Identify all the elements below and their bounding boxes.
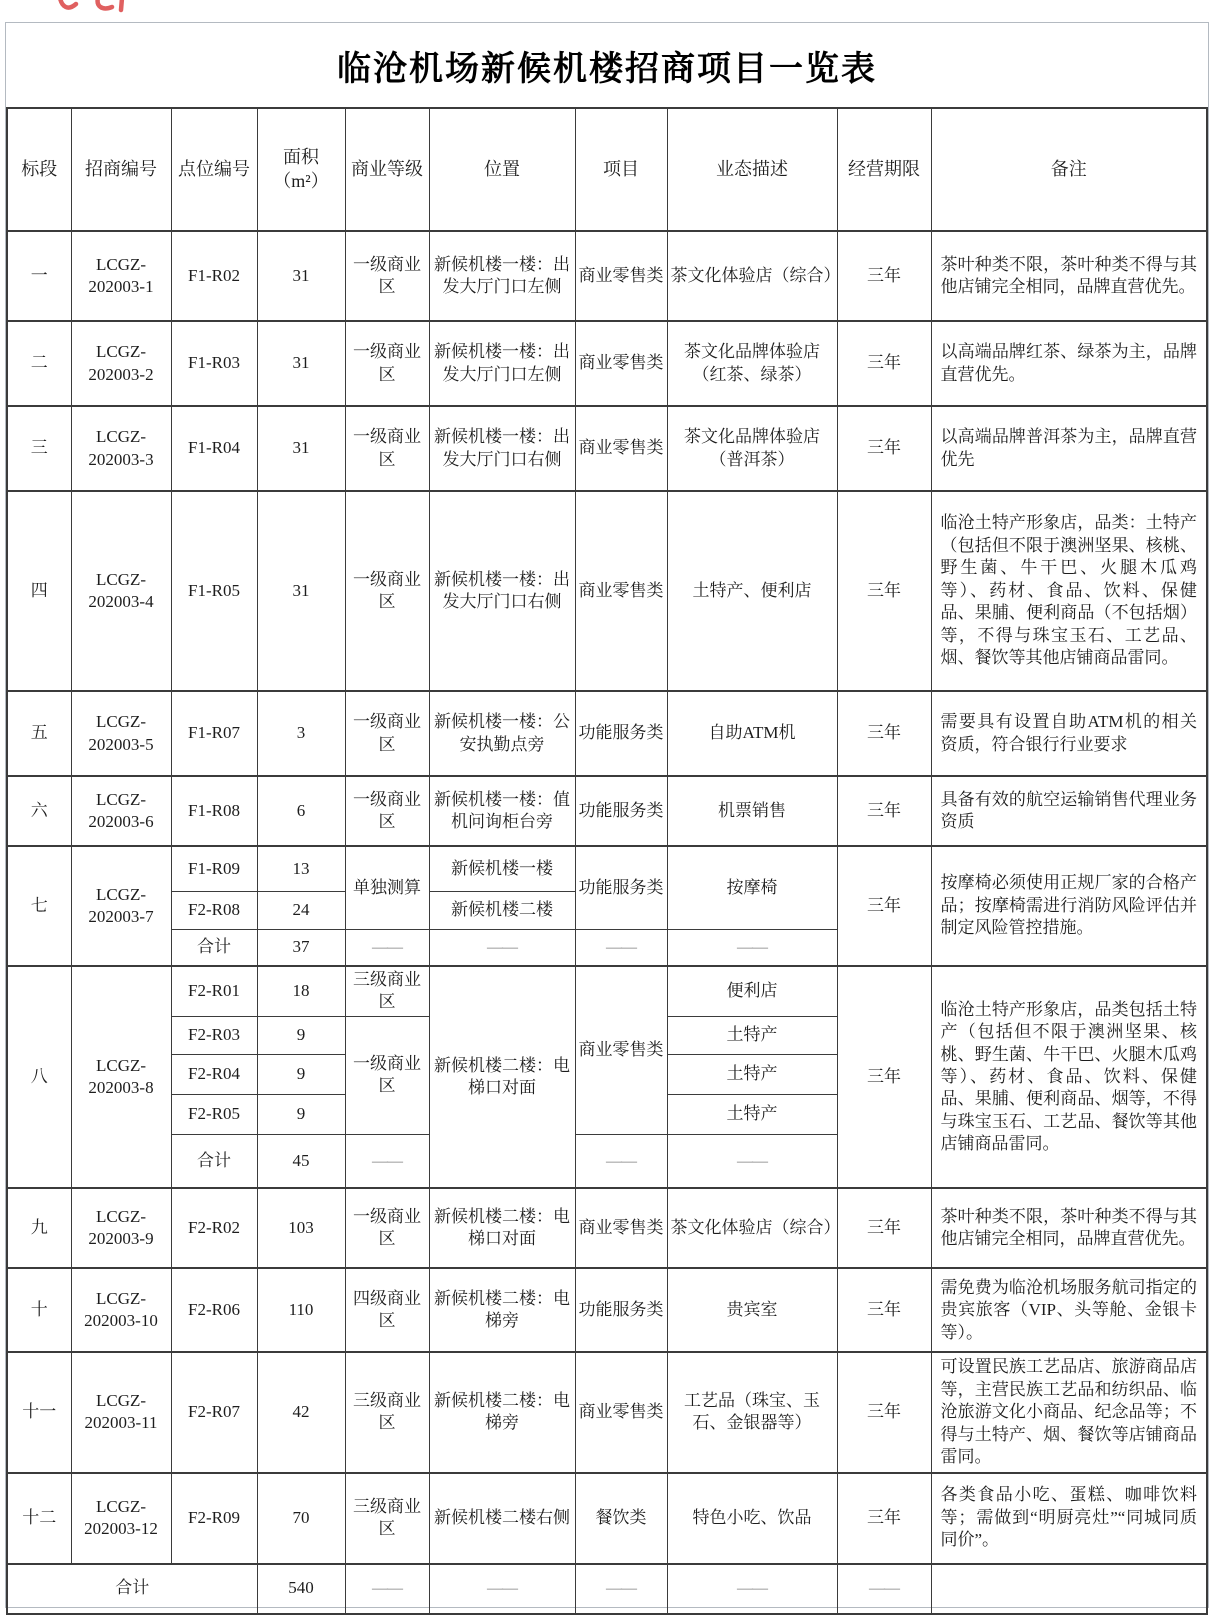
- table-row: [7, 1268, 1207, 1352]
- table-cell: 功能服务类: [575, 776, 667, 846]
- table-cell: 茶文化体验店（综合）: [667, 231, 837, 321]
- table-cell: 一级商业区: [345, 231, 429, 321]
- table-cell: 540: [257, 1564, 345, 1614]
- table-cell: 31: [257, 406, 345, 491]
- table-cell: 三: [7, 406, 71, 491]
- header-cell: 标段: [7, 108, 71, 231]
- table-cell: LCGZ-202003-4: [71, 491, 171, 691]
- table-cell: 新候机楼二楼：电梯旁: [429, 1352, 575, 1472]
- table-cell: 特色小吃、饮品: [667, 1473, 837, 1564]
- table-cell: LCGZ-202003-3: [71, 406, 171, 491]
- table-cell: 42: [257, 1352, 345, 1472]
- table-cell: 新候机楼二楼：电梯口对面: [429, 1188, 575, 1268]
- table-cell: 商业零售类: [575, 1188, 667, 1268]
- table-cell: 功能服务类: [575, 1268, 667, 1352]
- table-cell: 商业零售类: [575, 491, 667, 691]
- table-cell: F2-R01: [171, 966, 257, 1016]
- table-cell: F1-R02: [171, 231, 257, 321]
- table-cell: 三年: [837, 846, 931, 966]
- table-cell: 3: [257, 691, 345, 776]
- table-row: [7, 1473, 1207, 1564]
- table-cell: 三级商业区: [345, 1352, 429, 1472]
- table-row: [7, 321, 1207, 406]
- table-cell: 三年: [837, 406, 931, 491]
- dash-cell: ——: [429, 929, 575, 966]
- table-cell: 13: [257, 846, 345, 891]
- table-cell: 新候机楼一楼：出发大厅门口左侧: [429, 231, 575, 321]
- table-row: [7, 1564, 1207, 1614]
- table-cell: 茶文化品牌体验店（普洱茶）: [667, 406, 837, 491]
- table-cell: 一级商业区: [345, 776, 429, 846]
- dash-cell: ——: [667, 929, 837, 966]
- table-cell: F2-R03: [171, 1016, 257, 1054]
- table-cell: 一级商业区: [345, 406, 429, 491]
- table-cell: 一: [7, 231, 71, 321]
- table-cell: 七: [7, 846, 71, 966]
- table-cell: 45: [257, 1134, 345, 1188]
- table-cell: 一级商业区: [345, 1016, 429, 1134]
- page-title: 临沧机场新候机楼招商项目一览表: [337, 49, 877, 88]
- dash-cell: ——: [345, 1564, 429, 1614]
- table-row: [7, 846, 1207, 891]
- table-cell: 103: [257, 1188, 345, 1268]
- table-cell: F2-R02: [171, 1188, 257, 1268]
- table-cell: 一级商业区: [345, 691, 429, 776]
- dash-cell: ——: [429, 1564, 575, 1614]
- table-cell: 三年: [837, 1188, 931, 1268]
- table-cell: 三年: [837, 1473, 931, 1564]
- table-cell: F1-R03: [171, 321, 257, 406]
- table-cell: 9: [257, 1016, 345, 1054]
- table-cell: LCGZ-202003-12: [71, 1473, 171, 1564]
- table-cell: 31: [257, 231, 345, 321]
- table-cell: 土特产: [667, 1094, 837, 1134]
- table-cell: 三年: [837, 1352, 931, 1472]
- table-cell: 9: [257, 1054, 345, 1094]
- dash-cell: ——: [575, 929, 667, 966]
- remark-cell: 需免费为临沧机场服务航司指定的贵宾旅客（VIP、头等舱、金银卡等）。: [931, 1268, 1207, 1352]
- table-cell: F2-R09: [171, 1473, 257, 1564]
- table-row: [7, 491, 1207, 691]
- table-cell: 十: [7, 1268, 71, 1352]
- table-cell: 便利店: [667, 966, 837, 1016]
- remark-cell: 以高端品牌红茶、绿茶为主，品牌直营优先。: [931, 321, 1207, 406]
- table-cell: 五: [7, 691, 71, 776]
- table-cell: 一级商业区: [345, 321, 429, 406]
- table-cell: F1-R04: [171, 406, 257, 491]
- table-cell: 十二: [7, 1473, 71, 1564]
- table-cell: 自助ATM机: [667, 691, 837, 776]
- table-cell: F1-R08: [171, 776, 257, 846]
- table-cell: 商业零售类: [575, 321, 667, 406]
- table-cell: 商业零售类: [575, 1352, 667, 1472]
- table-cell: 9: [257, 1094, 345, 1134]
- remark-cell: [931, 1564, 1207, 1614]
- table-cell: 六: [7, 776, 71, 846]
- sheet: [5, 22, 1209, 1608]
- header-cell: 备注: [931, 108, 1207, 231]
- table-row: [7, 1352, 1207, 1472]
- dash-cell: ——: [575, 1134, 667, 1188]
- header-cell: 面积（m²）: [257, 108, 345, 231]
- table-cell: 三年: [837, 321, 931, 406]
- table-cell: 茶文化体验店（综合）: [667, 1188, 837, 1268]
- table-cell: 二: [7, 321, 71, 406]
- table-cell: 三年: [837, 966, 931, 1188]
- table-row: [7, 231, 1207, 321]
- remark-cell: 临沧土特产形象店，品类包括土特产（包括但不限于澳洲坚果、核桃、野生菌、牛干巴、火腿木瓜鸡等）、药材、食品、饮料、保健品、果脯、便利商品、烟等，不得与珠宝玉石、工艺品、餐饮等其他店铺商品雷同。: [931, 966, 1207, 1188]
- table-cell: 八: [7, 966, 71, 1188]
- remark-cell: 以高端品牌普洱茶为主，品牌直营优先: [931, 406, 1207, 491]
- remark-cell: 需要具有设置自助ATM机的相关资质，符合银行行业要求: [931, 691, 1207, 776]
- table-cell: F2-R08: [171, 891, 257, 929]
- table-cell: 三年: [837, 491, 931, 691]
- table-cell: F1-R09: [171, 846, 257, 891]
- table-cell: LCGZ-202003-1: [71, 231, 171, 321]
- table-cell: 新候机楼一楼：出发大厅门口右侧: [429, 406, 575, 491]
- table-cell: F2-R07: [171, 1352, 257, 1472]
- table-cell: 新候机楼二楼右侧: [429, 1473, 575, 1564]
- dash-cell: ——: [837, 1564, 931, 1614]
- header-cell: 业态描述: [667, 108, 837, 231]
- table-cell: 茶文化品牌体验店（红茶、绿茶）: [667, 321, 837, 406]
- table-cell: 70: [257, 1473, 345, 1564]
- table-cell: LCGZ-202003-5: [71, 691, 171, 776]
- table-cell: 商业零售类: [575, 966, 667, 1134]
- table-cell: LCGZ-202003-11: [71, 1352, 171, 1472]
- remark-cell: 具备有效的航空运输销售代理业务资质: [931, 776, 1207, 846]
- remark-cell: 临沧土特产形象店，品类：土特产（包括但不限于澳洲坚果、核桃、野生菌、牛干巴、火腿木瓜鸡等）、药材、食品、饮料、保健品、果脯、便利商品（不包括烟）等，不得与珠宝玉石、工艺品、烟、餐饮等其他店铺商品雷同。: [931, 491, 1207, 691]
- table-cell: F2-R04: [171, 1054, 257, 1094]
- table-cell: 功能服务类: [575, 846, 667, 929]
- table-cell: 31: [257, 491, 345, 691]
- table-cell: LCGZ-202003-7: [71, 846, 171, 966]
- table-row: [7, 406, 1207, 491]
- header-cell: 位置: [429, 108, 575, 231]
- projects-table: [6, 107, 1208, 1615]
- table-cell: 新候机楼二楼：电梯口对面: [429, 966, 575, 1188]
- table-cell: F2-R05: [171, 1094, 257, 1134]
- table-row: [7, 966, 1207, 1016]
- dash-cell: ——: [345, 929, 429, 966]
- remark-cell: 茶叶种类不限，茶叶种类不得与其他店铺完全相同，品牌直营优先。: [931, 231, 1207, 321]
- dash-cell: ——: [667, 1564, 837, 1614]
- header-cell: 点位编号: [171, 108, 257, 231]
- table-cell: 18: [257, 966, 345, 1016]
- table-cell: 按摩椅: [667, 846, 837, 929]
- table-cell: F1-R05: [171, 491, 257, 691]
- table-cell: 一级商业区: [345, 1188, 429, 1268]
- table-cell: 贵宾室: [667, 1268, 837, 1352]
- dash-cell: ——: [667, 1134, 837, 1188]
- table-cell: 合计: [171, 929, 257, 966]
- table-row: [7, 691, 1207, 776]
- dash-cell: ——: [345, 1134, 429, 1188]
- table-cell: 31: [257, 321, 345, 406]
- table-cell: LCGZ-202003-10: [71, 1268, 171, 1352]
- table-cell: 合计: [7, 1564, 257, 1614]
- table-cell: 四级商业区: [345, 1268, 429, 1352]
- remark-cell: 茶叶种类不限，茶叶种类不得与其他店铺完全相同，品牌直营优先。: [931, 1188, 1207, 1268]
- table-cell: 新候机楼二楼: [429, 891, 575, 929]
- table-cell: 三年: [837, 691, 931, 776]
- table-cell: 餐饮类: [575, 1473, 667, 1564]
- remark-cell: 可设置民族工艺品店、旅游商品店等，主营民族工艺品和纺织品、临沧旅游文化小商品、纪念品等；不得与土特产、烟、餐饮等店铺商品雷同。: [931, 1352, 1207, 1472]
- table-cell: 三年: [837, 776, 931, 846]
- table-cell: 新候机楼一楼：出发大厅门口左侧: [429, 321, 575, 406]
- header-cell: 经营期限: [837, 108, 931, 231]
- table-cell: F2-R06: [171, 1268, 257, 1352]
- table-cell: 单独测算: [345, 846, 429, 929]
- table-cell: 110: [257, 1268, 345, 1352]
- table-cell: 三年: [837, 231, 931, 321]
- table-cell: 商业零售类: [575, 231, 667, 321]
- header-cell: 商业等级: [345, 108, 429, 231]
- table-row: [7, 776, 1207, 846]
- remark-cell: 各类食品小吃、蛋糕、咖啡饮料等；需做到“明厨亮灶”“同城同质同价”。: [931, 1473, 1207, 1564]
- table-cell: 一级商业区: [345, 491, 429, 691]
- table-head: [7, 108, 1207, 231]
- table-cell: F1-R07: [171, 691, 257, 776]
- table-cell: 24: [257, 891, 345, 929]
- header-cell: 招商编号: [71, 108, 171, 231]
- table-body: [7, 231, 1207, 1614]
- table-cell: 功能服务类: [575, 691, 667, 776]
- table-cell: 土特产: [667, 1054, 837, 1094]
- table-cell: 土特产、便利店: [667, 491, 837, 691]
- table-cell: 新候机楼一楼：公安执勤点旁: [429, 691, 575, 776]
- header-cell: 项目: [575, 108, 667, 231]
- table-cell: 三级商业区: [345, 1473, 429, 1564]
- table-cell: 合计: [171, 1134, 257, 1188]
- table-cell: LCGZ-202003-6: [71, 776, 171, 846]
- table-cell: 商业零售类: [575, 406, 667, 491]
- dash-cell: ——: [575, 1564, 667, 1614]
- table-cell: 土特产: [667, 1016, 837, 1054]
- table-cell: 三级商业区: [345, 966, 429, 1016]
- table-cell: LCGZ-202003-8: [71, 966, 171, 1188]
- table-cell: LCGZ-202003-2: [71, 321, 171, 406]
- table-cell: 三年: [837, 1268, 931, 1352]
- table-row: [7, 1188, 1207, 1268]
- table-cell: 四: [7, 491, 71, 691]
- table-cell: 37: [257, 929, 345, 966]
- table-cell: LCGZ-202003-9: [71, 1188, 171, 1268]
- table-cell: 新候机楼一楼：值机问询柜台旁: [429, 776, 575, 846]
- table-cell: 机票销售: [667, 776, 837, 846]
- table-cell: 九: [7, 1188, 71, 1268]
- header-row: [7, 108, 1207, 231]
- red-pen-marks-icon: [46, 0, 156, 16]
- table-cell: 新候机楼一楼: [429, 846, 575, 891]
- table-cell: 新候机楼一楼：出发大厅门口右侧: [429, 491, 575, 691]
- table-cell: 工艺品（珠宝、玉石、金银器等）: [667, 1352, 837, 1472]
- table-cell: 新候机楼二楼：电梯旁: [429, 1268, 575, 1352]
- table-cell: 6: [257, 776, 345, 846]
- table-cell: 十一: [7, 1352, 71, 1472]
- remark-cell: 按摩椅必须使用正规厂家的合格产品；按摩椅需进行消防风险评估并制定风险管控措施。: [931, 846, 1207, 966]
